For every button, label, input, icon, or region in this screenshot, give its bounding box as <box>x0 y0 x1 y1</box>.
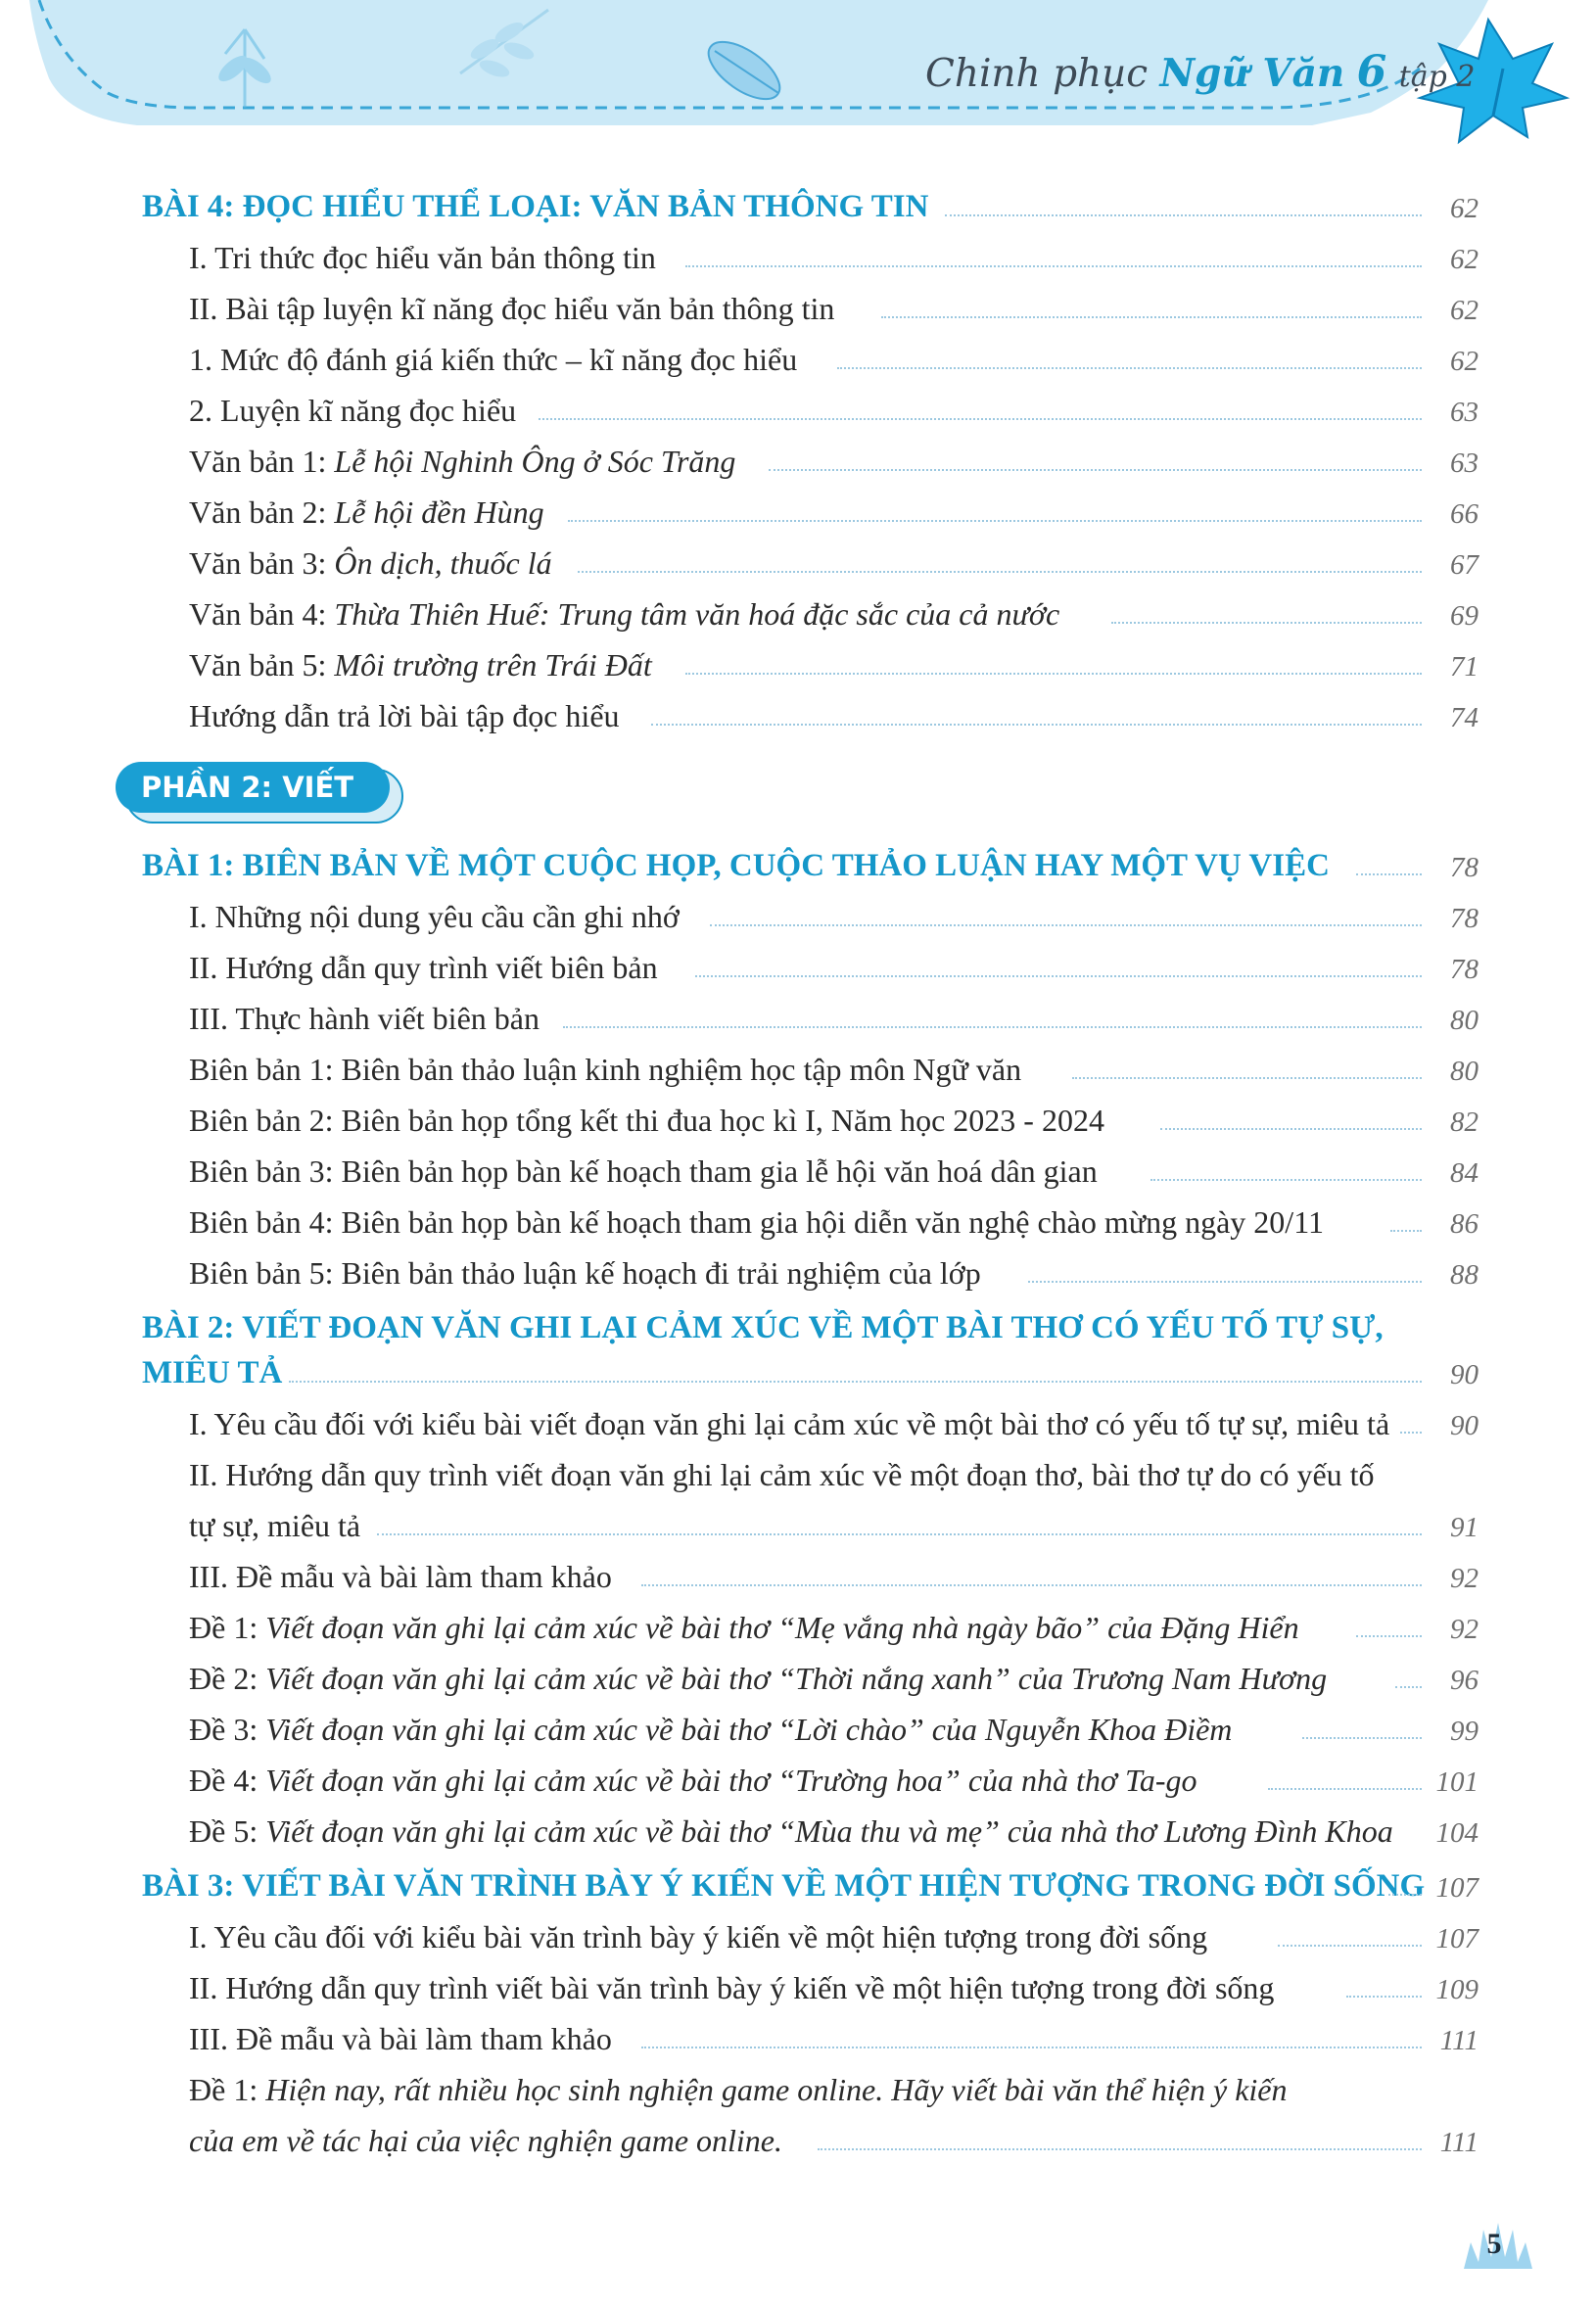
leader-dots <box>685 673 1422 675</box>
toc-entry-text: II. Hướng dẫn quy trình viết đoạn văn ghi lại cảm xúc về một đoạn thơ, bài thơ tự do có yếu tố <box>189 1457 1375 1492</box>
leader-dots <box>685 265 1422 267</box>
toc-entry-text: Biên bản 3: Biên bản họp bàn kế hoạch tham gia lễ hội văn hoá dân gian <box>189 1153 1098 1189</box>
toc-entry[interactable] <box>0 993 1596 1044</box>
toc-page-number: 104 <box>1435 1817 1479 1849</box>
toc-page-number: 99 <box>1450 1716 1479 1747</box>
toc-entry[interactable] <box>0 588 1596 639</box>
toc-entry-prefix: Đề 3: <box>189 1712 266 1747</box>
toc-entry-text: I. Yêu cầu đối với kiểu bài viết đoạn văn ghi lại cảm xúc về một bài thơ có yếu tố tự sự, miêu tả <box>189 1406 1390 1441</box>
toc-page-number: 63 <box>1450 447 1479 479</box>
toc-entry[interactable] <box>0 1247 1596 1298</box>
toc-entry-text: III. Đề mẫu và bài làm tham khảo <box>189 2021 612 2056</box>
toc-entry[interactable] <box>0 1449 1596 1500</box>
toc-entry-prefix: Văn bản 3: <box>189 545 335 581</box>
leader-dots <box>1268 1788 1422 1790</box>
toc-section-writing-1 <box>0 840 1596 1298</box>
toc-entry-prefix: Văn bản 4: <box>189 596 335 632</box>
toc-entry[interactable] <box>0 538 1596 588</box>
toc-page-number: 62 <box>1450 346 1479 377</box>
toc-entry-text: tự sự, miêu tả <box>189 1508 361 1543</box>
leader-dots <box>695 975 1422 977</box>
toc-entry-text: II. Hướng dẫn quy trình viết biên bản <box>189 950 658 985</box>
book-title <box>925 47 1475 97</box>
toc-page-number: 109 <box>1435 1974 1479 2005</box>
toc-entry-title: Hiện nay, rất nhiều học sinh nghiện game online. Hãy viết bài văn thể hiện ý kiến <box>265 2072 1288 2107</box>
toc-heading[interactable] <box>0 840 1596 891</box>
leader-dots <box>1390 1230 1422 1232</box>
toc-section-writing-3 <box>0 1860 1596 2166</box>
toc-entry-text: Biên bản 1: Biên bản thảo luận kinh nghiệm học tập môn Ngữ văn <box>189 1052 1022 1087</box>
toc-page-number: 82 <box>1450 1106 1479 1138</box>
toc-entry-title: Thừa Thiên Huế: Trung tâm văn hoá đặc sắc của cả nước <box>334 596 1060 632</box>
toc-entry-prefix: Văn bản 1: <box>189 444 335 479</box>
leader-dots <box>563 1026 1422 1028</box>
toc-page-number: 63 <box>1450 397 1479 428</box>
leader-dots <box>578 571 1422 573</box>
toc-heading[interactable] <box>0 181 1596 232</box>
toc-entry[interactable] <box>0 1602 1596 1653</box>
toc-entry-text: 1. Mức độ đánh giá kiến thức – kĩ năng đọc hiểu <box>189 342 798 377</box>
leader-dots <box>1400 1432 1422 1434</box>
leader-dots <box>1072 1077 1422 1079</box>
book-title-prefix: Chinh phục <box>925 52 1149 96</box>
toc-entry-prefix: Đề 2: <box>189 1661 266 1696</box>
leader-dots <box>1388 1894 1422 1896</box>
toc-entry-title: Viết đoạn văn ghi lại cảm xúc về bài thơ “Mẹ vắng nhà ngày bão” của Đặng Hiển <box>265 1610 1299 1645</box>
toc-heading-text: MIÊU TẢ <box>142 1355 283 1390</box>
toc-page-number: 101 <box>1435 1766 1479 1798</box>
toc-entry[interactable] <box>0 1398 1596 1449</box>
page-number-text: 5 <box>1486 2228 1502 2260</box>
toc-entry[interactable] <box>0 690 1596 741</box>
toc-entry[interactable] <box>0 385 1596 436</box>
toc-heading[interactable] <box>0 1860 1596 1911</box>
toc-page-number: 80 <box>1450 1056 1479 1087</box>
toc-page-number: 111 <box>1439 2127 1479 2158</box>
toc-entry-continuation[interactable] <box>0 1500 1596 1551</box>
toc-heading-text: BÀI 1: BIÊN BẢN VỀ MỘT CUỘC HỌP, CUỘC THẢO LUẬN HAY MỘT VỤ VIỆC <box>142 848 1330 883</box>
toc-entry-title: Lễ hội Nghinh Ông ở Sóc Trăng <box>334 444 736 479</box>
toc-entry[interactable] <box>0 1197 1596 1247</box>
part-badge-label: PHẦN 2: VIẾT <box>141 771 354 804</box>
toc-page-number: 107 <box>1435 1923 1479 1954</box>
toc-section-writing-2 <box>0 1302 1596 1857</box>
toc-entry-title: Viết đoạn văn ghi lại cảm xúc về bài thơ “Mùa thu và mẹ” của nhà thơ Lương Đình Khoa <box>265 1813 1393 1849</box>
leader-dots <box>818 2148 1422 2150</box>
leader-dots <box>1278 1945 1422 1947</box>
toc-entry-title: Viết đoạn văn ghi lại cảm xúc về bài thơ “Lời chào” của Nguyễn Khoa Điềm <box>265 1712 1233 1747</box>
leader-dots <box>568 520 1422 522</box>
toc-entry[interactable] <box>0 283 1596 334</box>
toc-page-number: 62 <box>1450 295 1479 326</box>
page-header <box>0 0 1596 147</box>
toc-entry-text: I. Những nội dung yêu cầu cần ghi nhớ <box>189 899 680 934</box>
toc-entry[interactable] <box>0 1095 1596 1146</box>
leader-dots <box>1150 1179 1422 1181</box>
part-badge-writing[interactable] <box>116 762 396 817</box>
toc-entry[interactable] <box>0 1146 1596 1197</box>
toc-entry-prefix: Văn bản 2: <box>189 494 335 530</box>
toc-entry[interactable] <box>0 436 1596 487</box>
toc-entry-title: của em về tác hại của việc nghiện game online. <box>189 2123 782 2158</box>
toc-entry-title: Viết đoạn văn ghi lại cảm xúc về bài thơ “Trường hoa” của nhà thơ Ta-go <box>265 1763 1197 1798</box>
toc-page-number: 90 <box>1450 1359 1479 1390</box>
book-title-volume: tập 2 <box>1398 60 1476 94</box>
toc-entry-text: II. Hướng dẫn quy trình viết bài văn trình bày ý kiến về một hiện tượng trong đời sống <box>189 1970 1275 2005</box>
toc-entry[interactable] <box>0 1704 1596 1755</box>
leader-dots <box>1356 1635 1422 1637</box>
leader-dots <box>289 1381 1422 1383</box>
toc-entry[interactable] <box>0 639 1596 690</box>
toc-entry-text: Hướng dẫn trả lời bài tập đọc hiểu <box>189 698 620 733</box>
page-number <box>1459 2208 1537 2277</box>
leader-dots <box>881 316 1422 318</box>
toc-heading-continuation[interactable] <box>0 1347 1596 1398</box>
toc-entry[interactable] <box>0 2013 1596 2064</box>
toc-page-number: 62 <box>1450 244 1479 275</box>
toc-entry[interactable] <box>0 942 1596 993</box>
toc-entry-text: Biên bản 4: Biên bản họp bàn kế hoạch tham gia hội diễn văn nghệ chào mừng ngày 20/11 <box>189 1204 1324 1240</box>
leader-dots <box>1356 873 1422 875</box>
toc-page-number: 74 <box>1450 702 1479 733</box>
toc-entry-prefix: Đề 4: <box>189 1763 266 1798</box>
toc-entry-title: Lễ hội đền Hùng <box>334 494 544 530</box>
toc-page-number: 107 <box>1435 1872 1479 1904</box>
toc-entry[interactable] <box>0 487 1596 538</box>
toc-entry[interactable] <box>0 1755 1596 1806</box>
leader-dots <box>1302 1737 1422 1739</box>
toc-entry[interactable] <box>0 1044 1596 1095</box>
leader-dots <box>769 469 1422 471</box>
toc-page-number: 84 <box>1450 1157 1479 1189</box>
toc-entry[interactable] <box>0 232 1596 283</box>
toc-heading-text: BÀI 2: VIẾT ĐOẠN VĂN GHI LẠI CẢM XÚC VỀ MỘT BÀI THƠ CÓ YẾU TỐ TỰ SỰ, <box>142 1310 1384 1345</box>
toc-page-number: 90 <box>1450 1410 1479 1441</box>
toc-section-reading <box>0 181 1596 741</box>
book-title-grade: 6 <box>1356 47 1387 97</box>
leader-dots <box>1111 622 1422 624</box>
toc-page-number: 92 <box>1450 1614 1479 1645</box>
toc-entry-text: Biên bản 2: Biên bản họp tổng kết thi đua học kì I, Năm học 2023 - 2024 <box>189 1103 1104 1138</box>
toc-page-number: 78 <box>1450 852 1479 883</box>
leader-dots <box>1346 1996 1422 1998</box>
leader-dots <box>1160 1128 1422 1130</box>
toc-entry-text: I. Yêu cầu đối với kiểu bài văn trình bày ý kiến về một hiện tượng trong đời sống <box>189 1919 1208 1954</box>
leader-dots <box>641 2047 1422 2048</box>
toc-entry[interactable] <box>0 1962 1596 2013</box>
leader-dots <box>539 418 1422 420</box>
toc-entry-text: II. Bài tập luyện kĩ năng đọc hiểu văn bản thông tin <box>189 291 835 326</box>
toc-entry-title: Viết đoạn văn ghi lại cảm xúc về bài thơ “Thời nắng xanh” của Trương Nam Hương <box>265 1661 1328 1696</box>
toc-page-number: 78 <box>1450 903 1479 934</box>
toc-heading-text: BÀI 3: VIẾT BÀI VĂN TRÌNH BÀY Ý KIẾN VỀ MỘT HIỆN TƯỢNG TRONG ĐỜI SỐNG <box>142 1868 1426 1904</box>
toc-entry[interactable] <box>0 1911 1596 1962</box>
leader-dots <box>710 924 1422 926</box>
toc-page-number: 78 <box>1450 954 1479 985</box>
leader-dots <box>377 1533 1422 1535</box>
toc-entry-text: Biên bản 5: Biên bản thảo luận kế hoạch đi trải nghiệm của lớp <box>189 1255 981 1291</box>
toc-page-number: 62 <box>1450 193 1479 224</box>
toc-entry[interactable] <box>0 334 1596 385</box>
leader-dots <box>1028 1281 1422 1283</box>
leader-dots <box>837 367 1422 369</box>
toc-entry-prefix: Đề 1: <box>189 1610 266 1645</box>
toc-entry-continuation[interactable] <box>0 2115 1596 2166</box>
toc-page-number: 80 <box>1450 1005 1479 1036</box>
toc-entry-prefix: Đề 5: <box>189 1813 266 1849</box>
leader-dots <box>945 214 1422 216</box>
toc-entry-text: III. Thực hành viết biên bản <box>189 1001 540 1036</box>
toc-page-number: 71 <box>1450 651 1479 682</box>
toc-entry-title: Ôn dịch, thuốc lá <box>334 545 552 581</box>
toc-page-number: 66 <box>1450 498 1479 530</box>
book-title-subject: Ngữ Văn <box>1159 51 1345 96</box>
toc-page-number: 91 <box>1450 1512 1479 1543</box>
toc-page-number: 67 <box>1450 549 1479 581</box>
leader-dots <box>1395 1686 1422 1688</box>
toc-entry-text: I. Tri thức đọc hiểu văn bản thông tin <box>189 240 656 275</box>
toc-heading-text: BÀI 4: ĐỌC HIỂU THỂ LOẠI: VĂN BẢN THÔNG TIN <box>142 189 929 224</box>
toc-page-number: 88 <box>1450 1259 1479 1291</box>
toc-entry[interactable] <box>0 1551 1596 1602</box>
toc-page-number: 92 <box>1450 1563 1479 1594</box>
toc-entry-prefix: Văn bản 5: <box>189 647 335 682</box>
toc-entry[interactable] <box>0 2064 1596 2115</box>
toc-page-number: 111 <box>1439 2025 1479 2056</box>
toc-page-number: 86 <box>1450 1208 1479 1240</box>
toc-entry[interactable] <box>0 1653 1596 1704</box>
toc-page-number: 69 <box>1450 600 1479 632</box>
toc-entry[interactable] <box>0 1806 1596 1857</box>
toc-page-number: 96 <box>1450 1665 1479 1696</box>
toc-entry-text: III. Đề mẫu và bài làm tham khảo <box>189 1559 612 1594</box>
toc-entry-title: Môi trường trên Trái Đất <box>334 647 652 682</box>
toc-heading[interactable] <box>0 1302 1596 1347</box>
toc-entry-prefix: Đề 1: <box>189 2072 266 2107</box>
leader-dots <box>651 724 1422 726</box>
leader-dots <box>641 1584 1422 1586</box>
toc-entry-text: 2. Luyện kĩ năng đọc hiểu <box>189 393 517 428</box>
toc-entry[interactable] <box>0 891 1596 942</box>
